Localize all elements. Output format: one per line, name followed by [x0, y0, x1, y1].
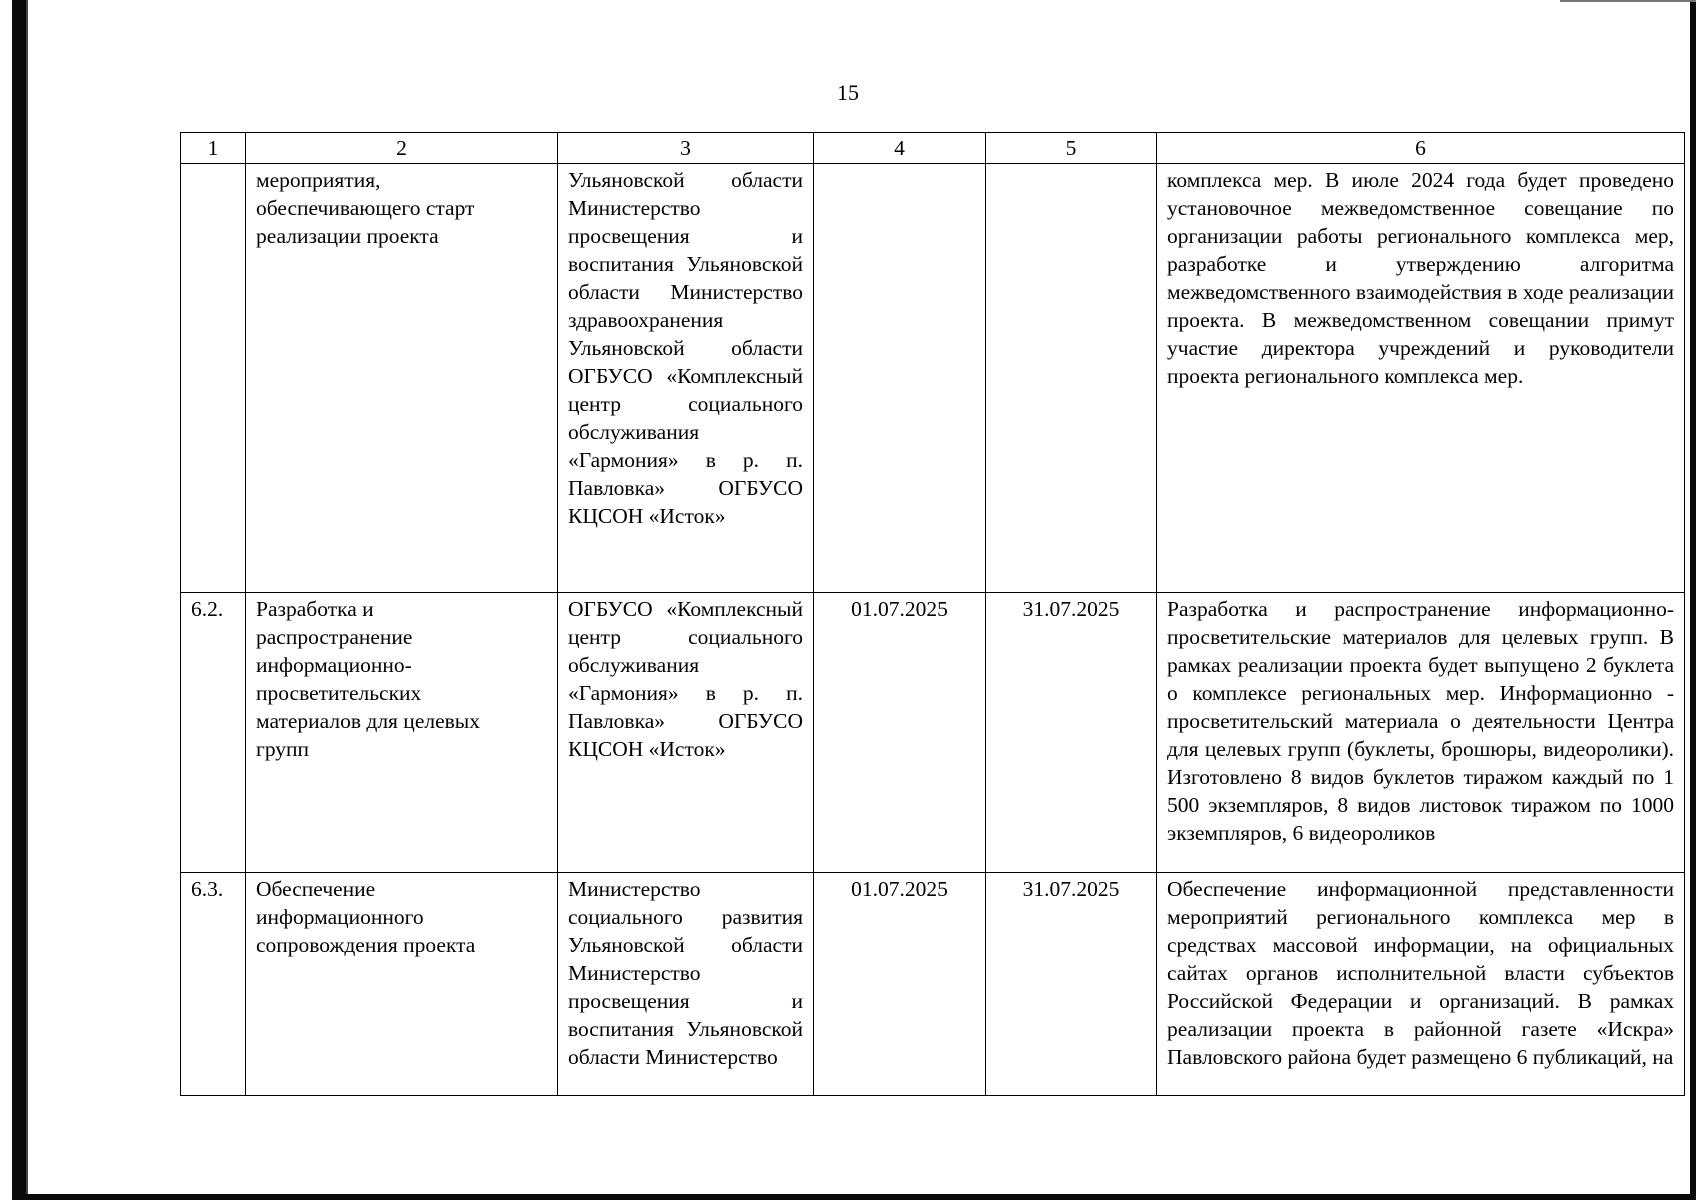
activity-name: Разработка и распространение информационно- просветительских материалов для целевых групп [246, 593, 558, 873]
scan-border-left [12, 0, 26, 1200]
scan-border-left-inner [26, 0, 28, 1200]
page-number: 15 [837, 80, 859, 105]
responsible-organizations: Ульяновской области Министерство просвещения и воспитания Ульяновской области Министерство здравоохранения Ульяновской области ОГБУСО «Комплексный центр социального обслуживания «Гармония» в р. п. Павловка» ОГБУСО КЦСОН «Исток» [558, 164, 814, 593]
column-header-1: 1 [181, 133, 246, 164]
activity-name: Обеспечение информационного сопровождения проекта [246, 873, 558, 1096]
column-header-5: 5 [986, 133, 1157, 164]
column-header-6: 6 [1157, 133, 1685, 164]
activity-name: мероприятия, обеспечивающего старт реализации проекта [246, 164, 558, 593]
expected-result: комплекса мер. В июле 2024 года будет проведено установочное межведомственное совещание по организации работы регионального комплекса мер, разработке и утверждению алгоритма межведомственного взаимодействия в ходе реализации проекта. В межведомственном совещании примут участие директора учреждений и руководители проекта регионального комплекса мер. [1157, 164, 1685, 593]
start-date: 01.07.2025 [814, 873, 986, 1096]
scan-border-bottom [12, 1194, 1696, 1200]
row-number: 6.2. [181, 593, 246, 873]
expected-result: Обеспечение информационной представленности мероприятий регионального комплекса мер в средствах массовой информации, на официальных сайтах органов исполнительной власти субъектов Российской Федерации и организаций. В рамках реализации проекта в районной газете «Искра» Павловского района будет размещено 6 публикаций, на [1157, 873, 1685, 1096]
row-number: 6.3. [181, 873, 246, 1096]
end-date: 31.07.2025 [986, 873, 1157, 1096]
column-header-2: 2 [246, 133, 558, 164]
table-row [181, 593, 1685, 873]
row-number [181, 164, 246, 593]
responsible-organizations: Министерство социального развития Ульяновской области Министерство просвещения и воспитания Ульяновской области Министерство [558, 873, 814, 1096]
column-header-3: 3 [558, 133, 814, 164]
table-row [181, 164, 1685, 593]
start-date: 01.07.2025 [814, 593, 986, 873]
expected-result: Разработка и распространение информационно-просветительские материалов для целевых групп. В рамках реализации проекта будет выпущено 2 буклета о комплексе региональных мер. Информационно - просветительский материала о деятельности Центра для целевых групп (буклеты, брошюры, видеоролики). Изготовлено 8 видов буклетов тиражом каждый по 1 500 экземпляров, 8 видов листовок тиражом по 1000 экземпляров, 6 видеороликов [1157, 593, 1685, 873]
start-date [814, 164, 986, 593]
end-date: 31.07.2025 [986, 593, 1157, 873]
table-row [181, 873, 1685, 1096]
scan-border-top-right [1560, 0, 1696, 2]
activity-table [180, 132, 1685, 1096]
end-date [986, 164, 1157, 593]
table-header-row [181, 133, 1685, 164]
responsible-organizations: ОГБУСО «Комплексный центр социального обслуживания «Гармония» в р. п. Павловка» ОГБУСО КЦСОН «Исток» [558, 593, 814, 873]
scan-border-right [1690, 0, 1696, 1200]
column-header-4: 4 [814, 133, 986, 164]
